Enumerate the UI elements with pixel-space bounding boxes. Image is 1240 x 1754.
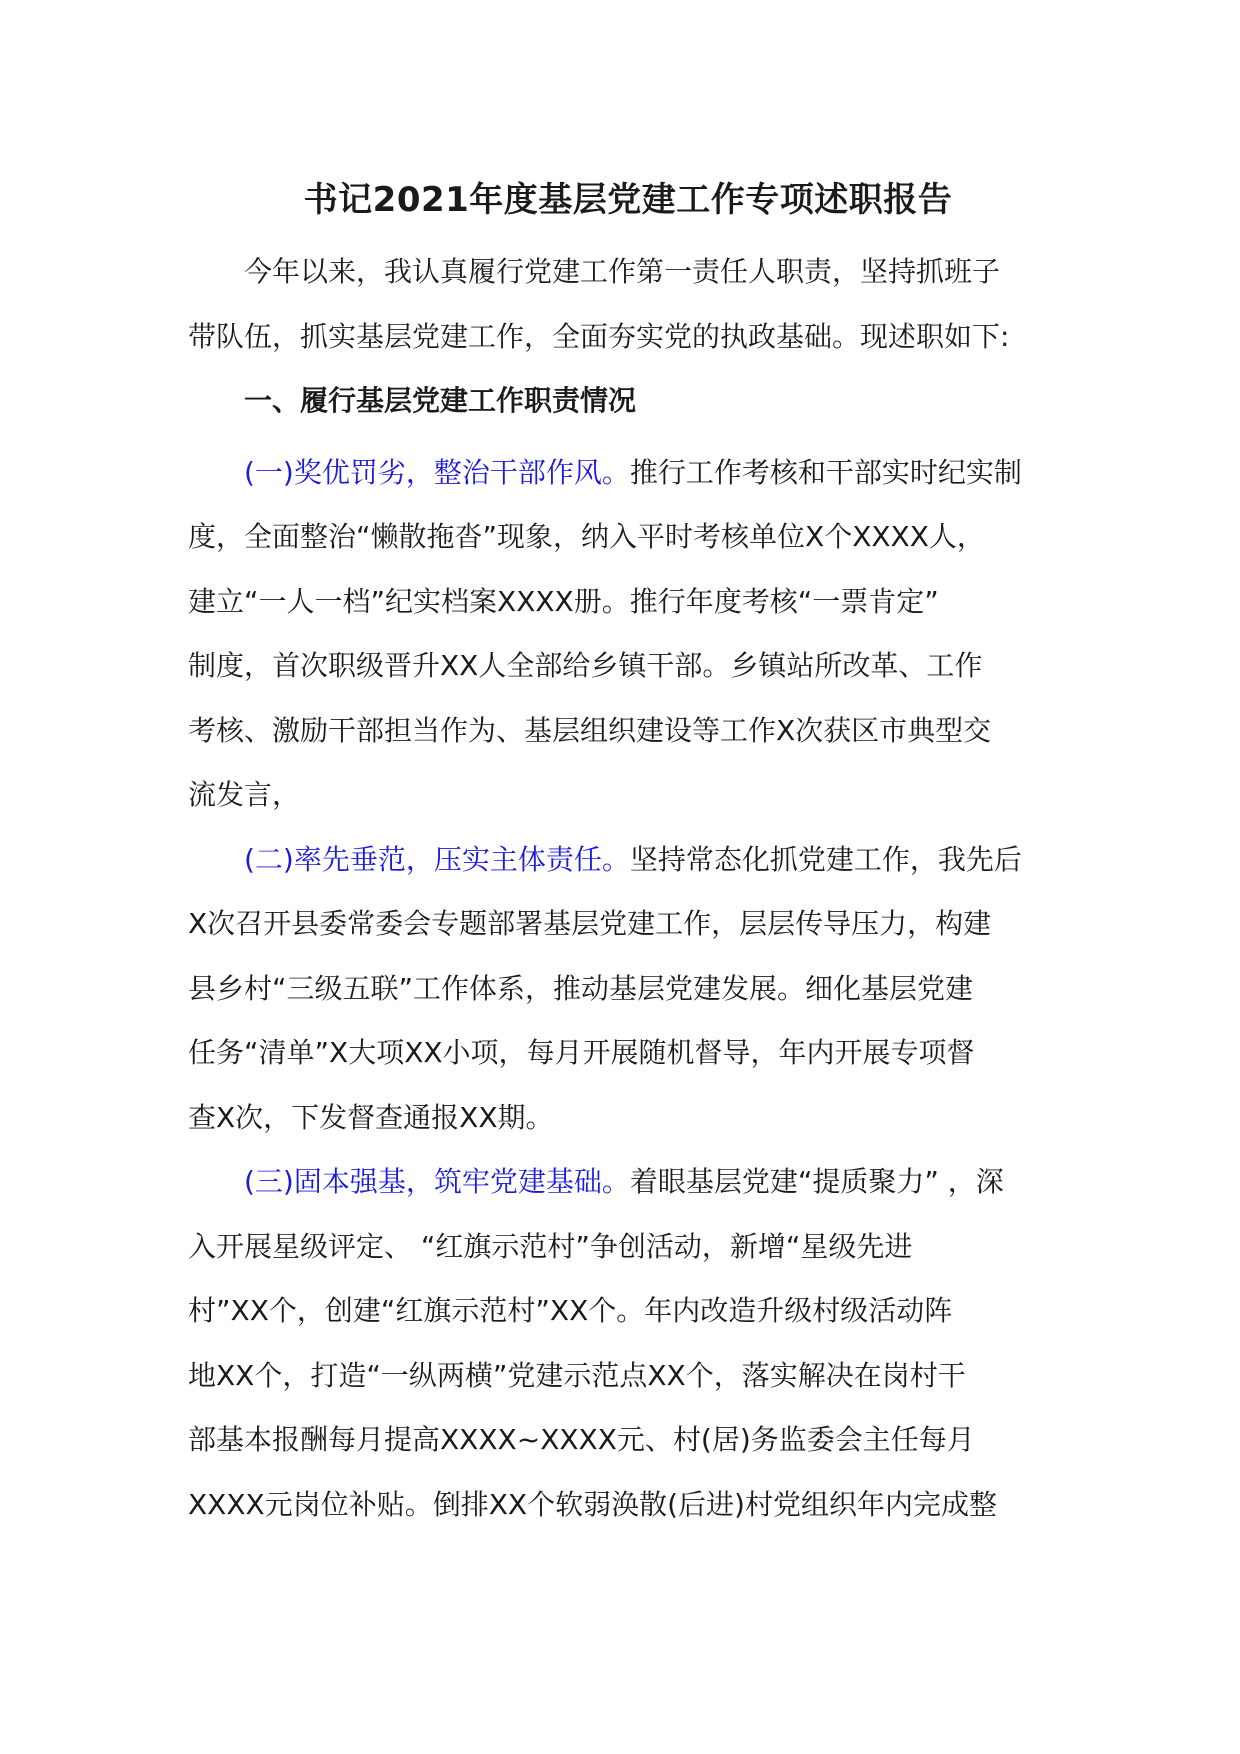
paragraph-line: X次召开县委常委会专题部署基层党建工作，层层传导压力，构建: [188, 907, 992, 940]
item-first-line: [188, 441, 1068, 506]
subheading: (一)奖优罚劣，整治干部作风。: [244, 455, 630, 489]
paragraph-line: 入开展星级评定、 “红旗示范村”争创活动，新增“星级先进: [188, 1229, 913, 1263]
page-title: 书记2021年度基层党建工作专项述职报告: [303, 180, 953, 220]
paragraph-line: 带队伍，抓实基层党建工作，全面夯实党的执政基础。现述职如下:: [188, 319, 1010, 353]
item-first-line: [188, 1150, 1068, 1215]
paragraph-line: 流发言，: [188, 778, 301, 811]
paragraph-line: 制度，首次职级晋升XX人全部给乡镇干部。乡镇站所改革、工作: [188, 649, 983, 682]
paragraph-text: 推行工作考核和干部实时纪实制: [629, 455, 1022, 489]
paragraph-line: 考核、激励干部担当作为、基层组织建设等工作X次获区市典型交: [188, 713, 992, 747]
paragraph-line: 任务“清单”X大项XX小项，每月开展随机督导，年内开展专项督: [188, 1036, 975, 1069]
paragraph-line: 度，全面整治“懒散拖沓”现象，纳入平时考核单位X个XXXX人，: [188, 520, 985, 553]
paragraph-line: 今年以来，我认真履行党建工作第一责任人职责，坚持抓班子: [244, 255, 1001, 288]
paragraph-line: 建立“一人一档”纪实档案XXXX册。推行年度考核“一票肯定”: [188, 584, 939, 618]
paragraph-line: 县乡村“三级五联”工作体系，推动基层党建发展。细化基层党建: [188, 971, 974, 1005]
subheading: (三)固本强基，筑牢党建基础。: [244, 1165, 630, 1198]
section-heading: 一、履行基层党建工作职责情况: [244, 384, 637, 417]
item-first-line: [188, 828, 1068, 893]
document-page: [188, 170, 1068, 1537]
paragraph-text: 坚持常态化抓党建工作，我先后: [629, 842, 1022, 876]
paragraph-line: 村”XX个，创建“红旗示范村”XX个。年内改造升级村级活动阵: [188, 1294, 953, 1327]
paragraph-line: 地XX个，打造“一纵两横”党建示范点XX个，落实解决在岗村干: [188, 1358, 966, 1392]
paragraph-line: XXXX元岗位补贴。倒排XX个软弱涣散(后进)村党组织年内完成整: [188, 1487, 997, 1521]
subheading: (二)率先垂范，压实主体责任。: [244, 842, 630, 876]
paragraph-text: 着眼基层党建“提质聚力” ，深: [629, 1165, 1004, 1198]
paragraph-line: 部基本报酬每月提高XXXX~XXXX元、村(居)务监委会主任每月: [188, 1423, 975, 1456]
paragraph-line: 查X次，下发督查通报XX期。: [188, 1100, 554, 1134]
